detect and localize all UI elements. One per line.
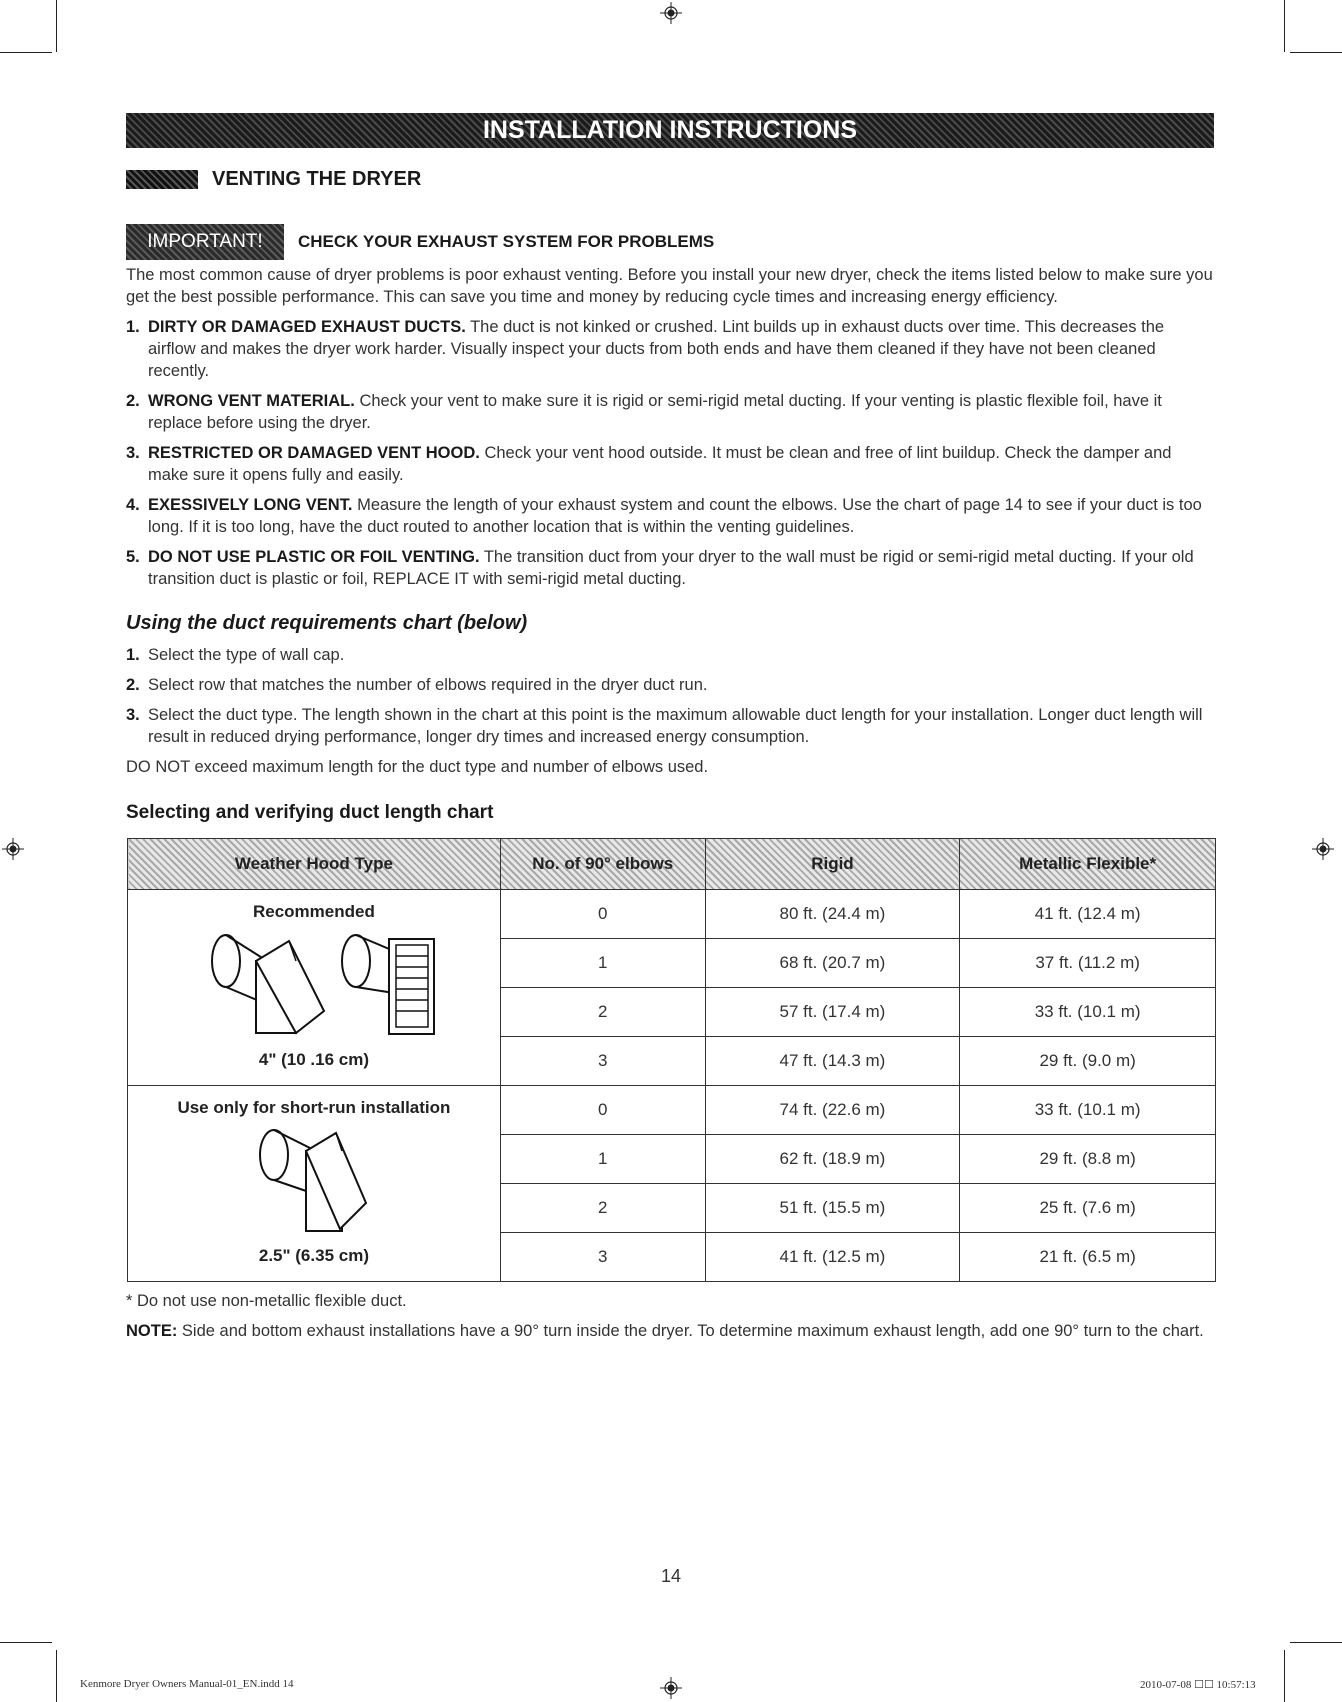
hood-cell-recommended <box>128 890 501 1086</box>
list-number: 3. <box>126 444 140 462</box>
list-item <box>126 390 1216 434</box>
note-label: NOTE: <box>126 1322 178 1340</box>
hood-label: Recommended <box>252 902 375 921</box>
crop-mark <box>1284 1650 1285 1702</box>
crop-mark <box>1290 52 1342 53</box>
crop-mark <box>56 0 57 52</box>
list-item <box>126 316 1216 382</box>
page-number: 14 <box>660 1566 682 1586</box>
list-item-heading: EXESSIVELY LONG VENT. <box>148 496 353 514</box>
chart-title: Selecting and verifying duct length chart <box>126 802 494 823</box>
note-text: Side and bottom exhaust installations have a 90° turn inside the dryer. To determine maximum exhaust length, add one 90° turn to the chart. <box>177 1322 1204 1340</box>
elbows-cell: 0 <box>500 1086 705 1135</box>
crop-mark <box>1284 0 1285 52</box>
list-item <box>126 644 1216 666</box>
note-paragraph <box>126 1320 1216 1342</box>
flex-cell: 29 ft. (9.0 m) <box>960 1037 1216 1086</box>
header-metallic-flexible: Metallic Flexible* <box>960 839 1216 890</box>
list-item-text: Measure the length of your exhaust system and count the elbows. Use the chart of page 14 to see if your duct is too long. If it is too long, have the duct routed to another location that is within the venting guidelines. <box>148 496 1202 536</box>
list-item <box>126 494 1216 538</box>
crop-mark <box>1290 1642 1342 1643</box>
flex-cell: 33 ft. (10.1 m) <box>960 988 1216 1037</box>
flex-cell: 25 ft. (7.6 m) <box>960 1184 1216 1233</box>
steps-list <box>126 644 1216 756</box>
footnote: * Do not use non-metallic flexible duct. <box>126 1292 407 1310</box>
list-item <box>126 704 1216 748</box>
hood-size: 4" (10 .16 cm) <box>258 1050 369 1069</box>
rigid-cell: 74 ft. (22.6 m) <box>705 1086 960 1135</box>
header-weather-hood: Weather Hood Type <box>128 839 501 890</box>
crop-mark <box>56 1650 57 1702</box>
important-badge: IMPORTANT! <box>126 224 284 260</box>
list-number: 4. <box>126 496 140 514</box>
hood-size: 2.5" (6.35 cm) <box>258 1246 369 1265</box>
list-item-heading: DO NOT USE PLASTIC OR FOIL VENTING. <box>148 548 480 566</box>
elbows-cell: 1 <box>500 939 705 988</box>
list-item-text: Check your vent hood outside. It must be clean and free of lint buildup. Check the damper and make sure it opens fully and easily. <box>148 444 1172 484</box>
duct-length-table <box>127 838 1216 1282</box>
list-number: 2. <box>126 676 140 694</box>
table-row <box>128 890 1216 939</box>
header-rigid: Rigid <box>705 839 960 890</box>
registration-mark-icon <box>1312 838 1334 860</box>
footer-file-name: Kenmore Dryer Owners Manual-01_EN.indd 14 <box>80 1678 294 1690</box>
list-item-heading: WRONG VENT MATERIAL. <box>148 392 355 410</box>
intro-paragraph: The most common cause of dryer problems is poor exhaust venting. Before you install your new dryer, check the items listed below to make sure you get the best possible performance. This can save you time and money by reducing cycle times and increasing energy efficiency. <box>126 266 1213 306</box>
list-item <box>126 546 1216 590</box>
elbows-cell: 0 <box>500 890 705 939</box>
list-item-text: The duct is not kinked or crushed. Lint builds up in exhaust ducts over time. This decreases the airflow and makes the dryer work harder. Visually inspect your ducts from both ends and have them cleaned if they have not been cleaned recently. <box>148 318 1165 380</box>
registration-mark-icon <box>660 2 682 24</box>
rigid-cell: 62 ft. (18.9 m) <box>705 1135 960 1184</box>
elbows-cell: 3 <box>500 1037 705 1086</box>
registration-mark-icon <box>2 838 24 860</box>
using-chart-heading: Using the duct requirements chart (below) <box>126 612 528 634</box>
flex-cell: 29 ft. (8.8 m) <box>960 1135 1216 1184</box>
table-header-row <box>128 839 1216 890</box>
hood-cell-short-run <box>128 1086 501 1282</box>
rigid-cell: 80 ft. (24.4 m) <box>705 890 960 939</box>
vent-hood-2-5in-icon <box>234 1127 394 1237</box>
rigid-cell: 51 ft. (15.5 m) <box>705 1184 960 1233</box>
hood-label: Use only for short-run installation <box>177 1098 451 1117</box>
header-elbows: No. of 90° elbows <box>500 839 705 890</box>
list-number: 1. <box>126 646 140 664</box>
crop-mark <box>0 52 52 53</box>
problem-list <box>126 316 1216 598</box>
rigid-cell: 57 ft. (17.4 m) <box>705 988 960 1037</box>
important-heading <box>126 224 714 260</box>
list-item-text: Check your vent to make sure it is rigid or semi-rigid metal ducting. If your venting is plastic flexible foil, have it replace before using the dryer. <box>148 392 1162 432</box>
flex-cell: 33 ft. (10.1 m) <box>960 1086 1216 1135</box>
list-item-text: Select the type of wall cap. <box>148 646 345 664</box>
list-number: 2. <box>126 392 140 410</box>
table-row <box>128 1086 1216 1135</box>
elbows-cell: 2 <box>500 1184 705 1233</box>
important-title: CHECK YOUR EXHAUST SYSTEM FOR PROBLEMS <box>298 232 715 251</box>
flex-cell: 41 ft. (12.4 m) <box>960 890 1216 939</box>
section-title: VENTING THE DRYER <box>212 167 422 190</box>
rigid-cell: 68 ft. (20.7 m) <box>705 939 960 988</box>
list-item-text: Select row that matches the number of elbows required in the dryer duct run. <box>148 676 708 694</box>
list-item <box>126 674 1216 696</box>
list-item-heading: DIRTY OR DAMAGED EXHAUST DUCTS. <box>148 318 466 336</box>
footer-timestamp: 2010-07-08 ☐☐ 10:57:13 <box>1140 1679 1256 1691</box>
elbows-cell: 3 <box>500 1233 705 1282</box>
list-item <box>126 442 1216 486</box>
registration-mark-icon <box>660 1677 682 1699</box>
section-heading <box>126 168 421 190</box>
elbows-cell: 2 <box>500 988 705 1037</box>
list-number: 1. <box>126 318 140 336</box>
flex-cell: 21 ft. (6.5 m) <box>960 1233 1216 1282</box>
list-number: 5. <box>126 548 140 566</box>
crop-mark <box>0 1642 52 1643</box>
list-item-text: The transition duct from your dryer to the wall must be rigid or semi-rigid metal ducting. If your old transition duct is plastic or foil, REPLACE IT with semi-rigid metal ducting. <box>148 548 1194 588</box>
list-item-heading: RESTRICTED OR DAMAGED VENT HOOD. <box>148 444 480 462</box>
section-bar <box>126 170 198 189</box>
rigid-cell: 47 ft. (14.3 m) <box>705 1037 960 1086</box>
flex-cell: 37 ft. (11.2 m) <box>960 939 1216 988</box>
list-number: 3. <box>126 706 140 724</box>
elbows-cell: 1 <box>500 1135 705 1184</box>
do-not-exceed: DO NOT exceed maximum length for the duct type and number of elbows used. <box>126 758 709 776</box>
vent-hood-4in-icon <box>174 931 454 1041</box>
page-banner: INSTALLATION INSTRUCTIONS <box>126 113 1214 148</box>
list-item-text: Select the duct type. The length shown in the chart at this point is the maximum allowable duct length for your installation. Longer duct length will result in reduced drying performance, longer dry times and increased energy consumption. <box>148 706 1203 746</box>
rigid-cell: 41 ft. (12.5 m) <box>705 1233 960 1282</box>
